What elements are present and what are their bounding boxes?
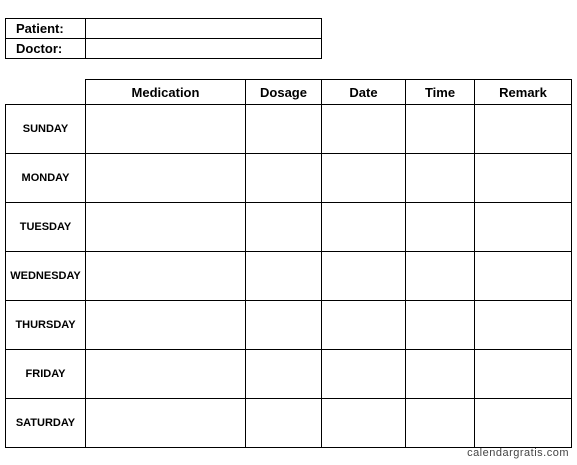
table-row [6,203,572,252]
time-cell[interactable] [406,203,475,252]
watermark-text: calendargratis.com [467,447,569,459]
column-header-date: Date [322,80,406,105]
dosage-cell[interactable] [246,301,322,350]
medication-schedule-table [5,79,572,448]
date-cell[interactable] [322,105,406,154]
date-cell[interactable] [322,252,406,301]
date-cell[interactable] [322,350,406,399]
time-cell[interactable] [406,350,475,399]
dosage-cell[interactable] [246,252,322,301]
doctor-field[interactable] [86,39,321,59]
dosage-cell[interactable] [246,350,322,399]
day-label: SATURDAY [6,399,86,448]
remark-cell[interactable] [475,252,572,301]
dosage-cell[interactable] [246,154,322,203]
patient-row [6,19,321,39]
doctor-label: Doctor: [6,39,86,59]
table-row [6,252,572,301]
remark-cell[interactable] [475,301,572,350]
medication-cell[interactable] [86,350,246,399]
patient-field[interactable] [86,19,321,38]
day-label: TUESDAY [6,203,86,252]
time-cell[interactable] [406,301,475,350]
day-label: THURSDAY [6,301,86,350]
table-row [6,105,572,154]
medication-cell[interactable] [86,203,246,252]
time-cell[interactable] [406,252,475,301]
doctor-row [6,39,321,59]
remark-cell[interactable] [475,203,572,252]
dosage-cell[interactable] [246,399,322,448]
day-label: MONDAY [6,154,86,203]
remark-cell[interactable] [475,399,572,448]
dosage-cell[interactable] [246,105,322,154]
table-row [6,154,572,203]
time-cell[interactable] [406,154,475,203]
column-header-dosage: Dosage [246,80,322,105]
date-cell[interactable] [322,399,406,448]
day-label: WEDNESDAY [6,252,86,301]
table-header-row [6,80,572,105]
day-label: FRIDAY [6,350,86,399]
date-cell[interactable] [322,301,406,350]
dosage-cell[interactable] [246,203,322,252]
date-cell[interactable] [322,203,406,252]
time-cell[interactable] [406,105,475,154]
table-row [6,350,572,399]
medication-cell[interactable] [86,399,246,448]
remark-cell[interactable] [475,350,572,399]
medication-cell[interactable] [86,301,246,350]
medication-cell[interactable] [86,252,246,301]
patient-label: Patient: [6,19,86,38]
remark-cell[interactable] [475,105,572,154]
medication-cell[interactable] [86,105,246,154]
table-row [6,399,572,448]
remark-cell[interactable] [475,154,572,203]
patient-doctor-box [5,18,322,59]
column-header-medication: Medication [86,80,246,105]
day-label: SUNDAY [6,105,86,154]
time-cell[interactable] [406,399,475,448]
corner-cell [6,80,86,105]
table-row [6,301,572,350]
column-header-remark: Remark [475,80,572,105]
date-cell[interactable] [322,154,406,203]
medication-cell[interactable] [86,154,246,203]
column-header-time: Time [406,80,475,105]
